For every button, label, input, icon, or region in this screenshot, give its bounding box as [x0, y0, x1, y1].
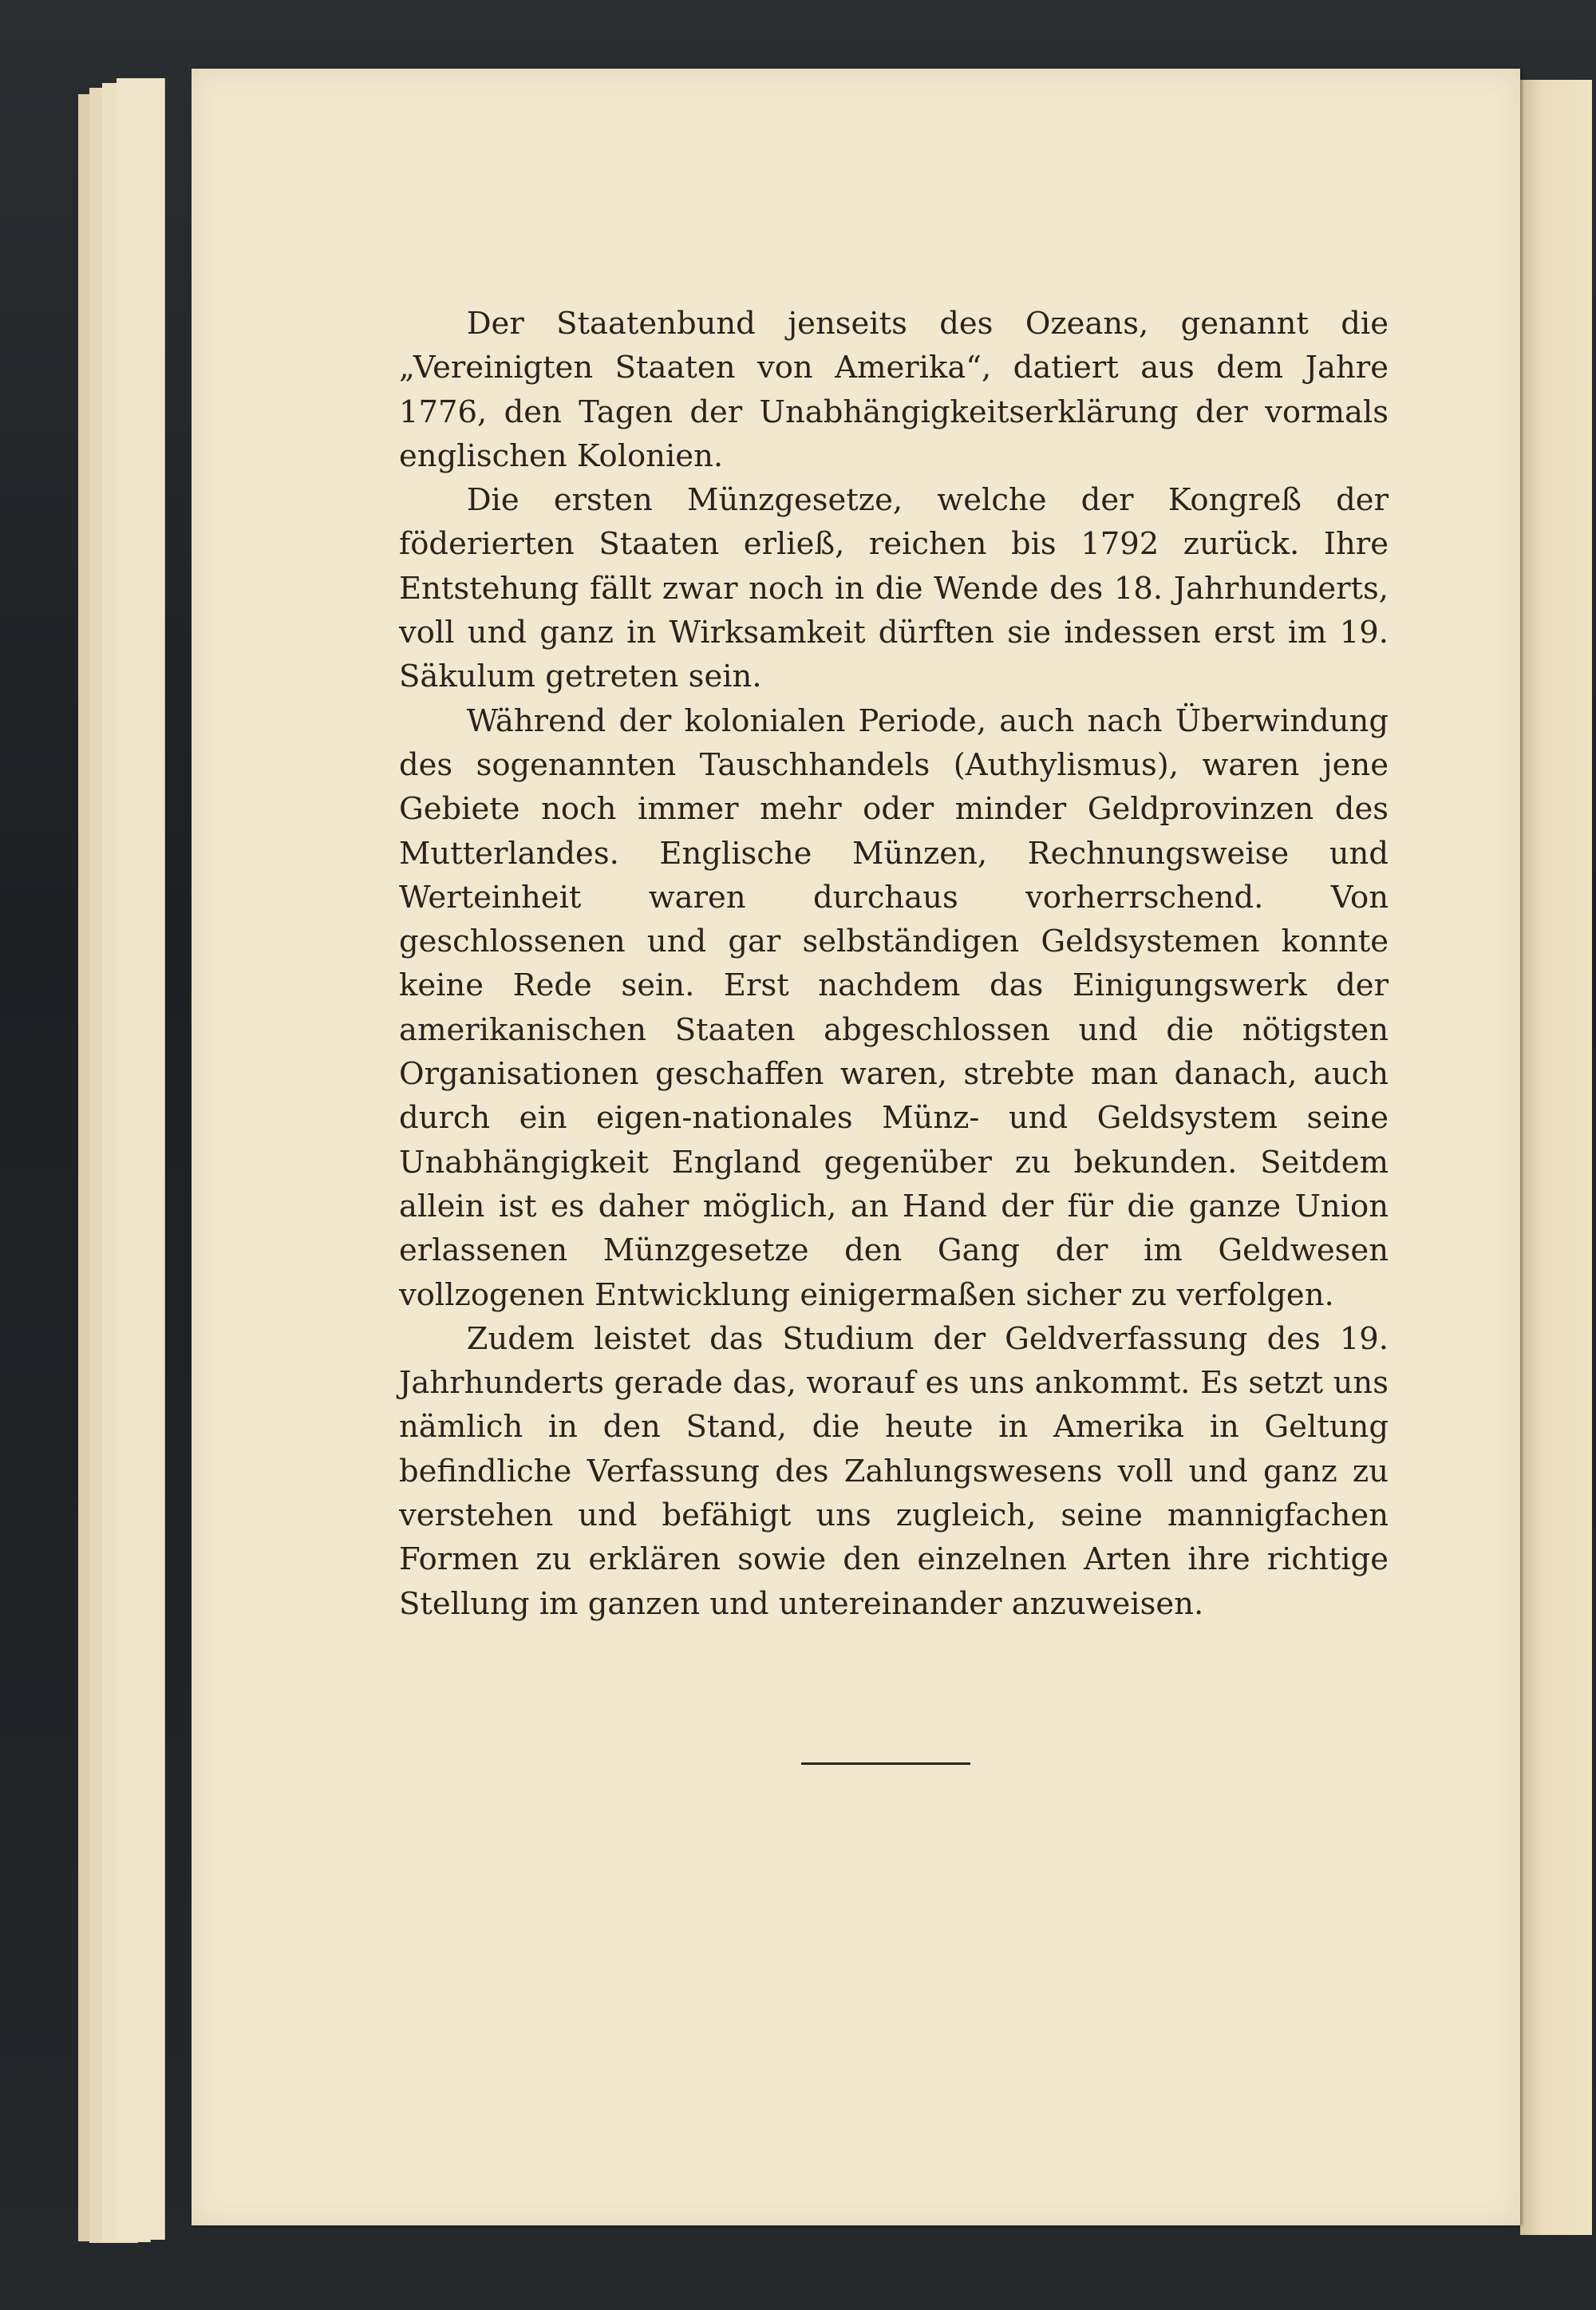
paragraph: Während der kolonialen Periode, auch nach Überwindung des sogenannten Tauschhandels (Authylismus), waren jene Gebiete noch immer mehr oder minder Geldprovinzen des Mutterlandes. Englische Münzen, Rechnungsweise und Werteinheit waren durchaus vorherrschend. Von geschlossenen und gar selbständigen Geldsystemen konnte keine Rede sein. Erst nachdem das Einigungswerk der amerikanischen Staaten abgeschlossen und die nötigsten Organisationen geschaffen waren, strebte man danach, auch durch ein eigen-nationales Münz- und Geldsystem seine Unabhängigkeit England gegenüber zu bekunden. Seitdem allein ist es daher möglich, an Hand der für die ganze Union erlassenen Münzgesetze den Gang der im Geldwesen vollzogenen Entwicklung einigermaßen sicher zu verfolgen.: [399, 702, 1389, 1313]
page-stack-edge: [117, 78, 165, 2240]
body-text: [399, 302, 1389, 1626]
paragraph: Zudem leistet das Studium der Geldverfassung des 19. Jahrhunderts gerade das, worauf es uns ankommt. Es setzt uns nämlich in den Stand, die heute in Amerika in Geltung befindliche Verfassung des Zahlungswesens voll und ganz zu verstehen und befähigt uns zugleich, seine mannigfachen Formen zu erklären sowie den einzelnen Arten ihre richtige Stellung im ganzen und untereinander anzuweisen.: [399, 1320, 1389, 1622]
paragraph: Der Staatenbund jenseits des Ozeans, genannt die „Vereinigten Staaten von Amerika“, datiert aus dem Jahre 1776, den Tagen der Unabhängigkeitserklärung der vormals englischen Kolonien.: [399, 306, 1389, 474]
paragraph: Die ersten Münzgesetze, welche der Kongreß der föderierten Staaten erließ, reichen bis 1792 zurück. Ihre Entstehung fällt zwar noch in die Wende des 18. Jahrhunderts, voll und ganz in Wirksamkeit dürften sie indessen erst im 19. Säkulum getreten sein.: [399, 482, 1389, 695]
adjacent-page: [1520, 80, 1592, 2235]
section-divider-rule: [801, 1762, 970, 1765]
